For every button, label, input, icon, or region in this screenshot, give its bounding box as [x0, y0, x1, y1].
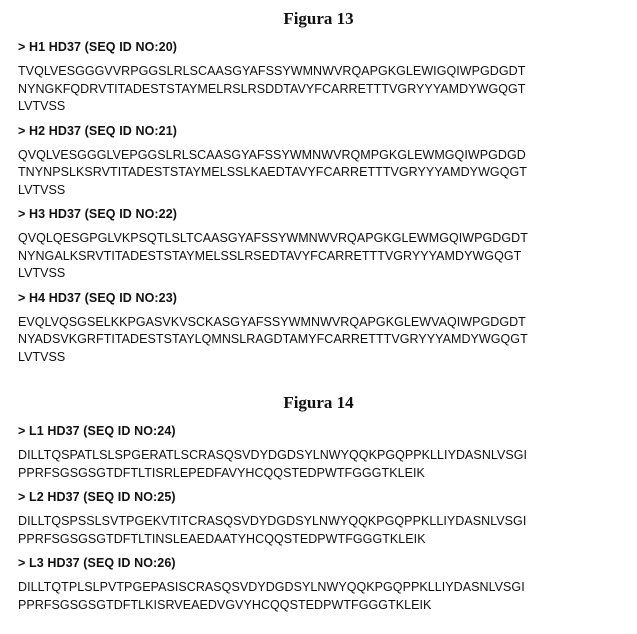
sequence-heading-l3: > L3 HD37 (SEQ ID NO:26)	[18, 556, 176, 570]
figure-14	[0, 392, 637, 620]
sequence-text-h1	[18, 63, 633, 116]
sequence-line: TNYNPSLKSRVTITADESTSTAYMELSSLKAEDTAVYFCARRETTTVGRYYYAMDYWGQGT	[18, 165, 527, 179]
sequence-text-l3	[18, 579, 633, 614]
sequence-line: NYADSVKGRFTITADESTSTAYLQMNSLRAGDTAMYFCARRETTTVGRYYYAMDYWGQGT	[18, 332, 528, 346]
sequence-line: LVTVSS	[18, 182, 66, 197]
sequence-heading-l1: > L1 HD37 (SEQ ID NO:24)	[18, 424, 176, 438]
sequence-text-h2	[18, 147, 633, 200]
sequence-heading-h2: > H2 HD37 (SEQ ID NO:21)	[18, 123, 178, 138]
sequence-line: LVTVSS	[18, 349, 66, 364]
sequence-entry-h3	[18, 205, 633, 283]
figure-13-title: Figura 13	[283, 9, 354, 28]
sequence-line: DILLTQSPATLSLSPGERATLSCRASQSVDYDGDSYLNWYQQKPGQPPKLLIYDASNLVSGI	[18, 448, 528, 462]
sequence-text-h3	[18, 230, 633, 283]
sequence-heading-h3: > H3 HD37 (SEQ ID NO:22)	[18, 207, 178, 221]
sequence-line: NYNGKFQDRVTITADESTSTAYMELRSLRSDDTAVYFCARRETTTVGRYYYAMDYWGQGT	[18, 81, 526, 96]
sequence-entry-h4	[18, 289, 633, 367]
sequence-line: DILLTQTPLSLPVTPGEPASISCRASQSVDYDGDSYLNWYQQKPGQPPKLLIYDASNLVSGI	[18, 580, 525, 594]
sequence-heading-l2: > L2 HD37 (SEQ ID NO:25)	[18, 490, 176, 504]
sequence-line: QVQLQESGPGLVKPSQTLSLTCAASGYAFSSYWMNWVRQAPGKGLEWMGQIWPGDGDT	[18, 231, 528, 245]
sequence-line: NYNGALKSRVTITADESTSTAYMELSSLRSEDTAVYFCARRETTTVGRYYYAMDYWGQGT	[18, 248, 522, 263]
sequence-line: LVTVSS	[18, 99, 66, 113]
figure-13	[0, 8, 637, 372]
sequence-line: PPRFSGSGSGTDFTLTINSLEAEDAATYHCQQSTEDPWTFGGGTKLEIK	[18, 531, 426, 546]
sequence-entry-l3	[18, 554, 633, 614]
sequence-line: LVTVSS	[18, 266, 66, 280]
sequence-entry-l2	[18, 488, 633, 548]
sequence-line: DILLTQSPSSLSVTPGEKVTITCRASQSVDYDGDSYLNWYQQKPGQPPKLLIYDASNLVSGI	[18, 514, 527, 528]
sequence-line: PPRFSGSGSGTDFTLKISRVEAEDVGVYHCQQSTEDPWTFGGGTKLEIK	[18, 597, 432, 612]
sequence-entry-h1	[18, 38, 633, 116]
sequence-entry-h2	[18, 122, 633, 200]
sequence-line: QVQLVESGGGLVEPGGSLRLSCAASGYAFSSYWMNWVRQMPGKGLEWMGQIWPGDGD	[18, 147, 526, 162]
sequence-text-l2	[18, 513, 633, 548]
sequence-entry-l1	[18, 422, 633, 482]
sequence-heading-h4: > H4 HD37 (SEQ ID NO:23)	[18, 290, 178, 305]
sequence-heading-h1: > H1 HD37 (SEQ ID NO:20)	[18, 40, 178, 54]
sequence-line: TVQLVESGGGVVRPGGSLRLSCAASGYAFSSYWMNWVRQAPGKGLEWIGQIWPGDGDT	[18, 64, 526, 78]
sequence-line: PPRFSGSGSGTDFTLTISRLEPEDFAVYHCQQSTEDPWTFGGGTKLEIK	[18, 465, 425, 480]
sequence-text-h4	[18, 314, 633, 367]
sequence-text-l1	[18, 447, 633, 482]
figure-14-title: Figura 14	[283, 393, 354, 412]
sequence-line: EVQLVQSGSELKKPGASVKVSCKASGYAFSSYWMNWVRQAPGKGLEWVAQIWPGDGDT	[18, 314, 526, 329]
